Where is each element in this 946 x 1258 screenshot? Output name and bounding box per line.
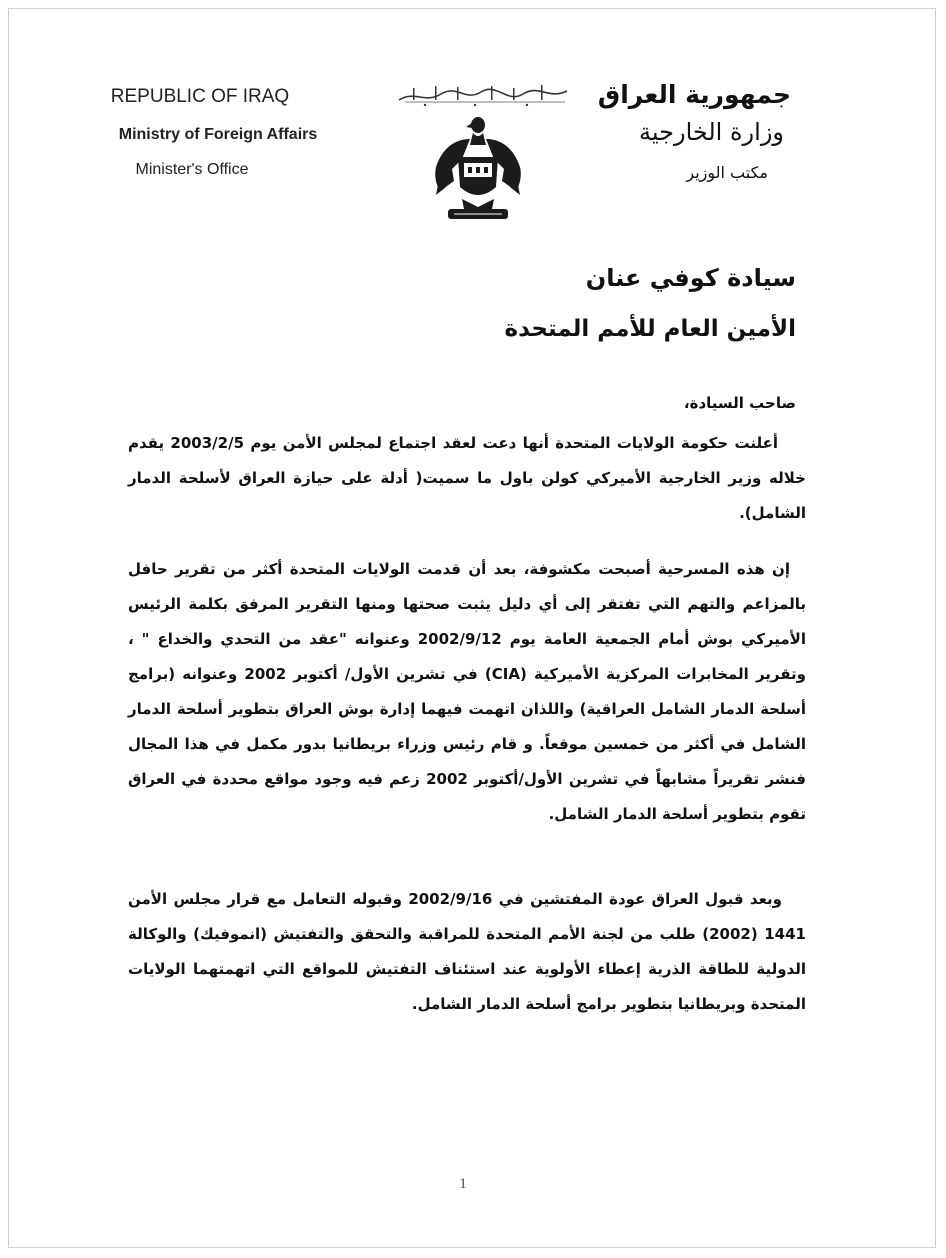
letterhead-office-en: Minister's Office <box>135 161 249 178</box>
iraq-eagle-emblem-icon <box>432 115 524 223</box>
addressee-name: سيادة كوفي عنان <box>585 264 796 292</box>
body-paragraph-3: وبعد قبول العراق عودة المفتشين في 2002/9/16 وقبوله التعامل مع قرار مجلس الأمن 1441 (2002) طلب من لجنة الأمم المتحدة للمراقبة والتحقق والتفتيش (انموفيك) والوكالة الدولية للطاقة الذرية إعطاء الأولوية عند استئناف التفتيش للمواقع التي اتهمتهما الولايات المتحدة وبريطانيا بتطوير برامج أسلحة الدمار الشامل. <box>128 890 806 1013</box>
page-number: 1 <box>459 1176 467 1192</box>
salutation: صاحب السيادة، <box>683 394 796 412</box>
body-paragraph-1: أعلنت حكومة الولايات المتحدة أنها دعت لعقد اجتماع لمجلس الأمن يوم 2003/2/5 يقدم خلاله وزير الخارجية الأميركي كولن باول ما سميت( أدلة على حيازة العراق لأسلحة الدمار الشامل). <box>128 434 806 522</box>
letterhead-country-en: REPUBLIC OF IRAQ <box>110 86 290 107</box>
letterhead-ministry-en: Ministry of Foreign Affairs <box>118 126 318 143</box>
basmala-calligraphy-icon <box>395 82 570 108</box>
addressee-title: الأمين العام للأمم المتحدة <box>504 316 796 342</box>
letterhead-ministry-ar: وزارة الخارجية <box>639 118 784 146</box>
letterhead-country-ar: جمهورية العراق <box>597 80 791 109</box>
letterhead-office-ar: مكتب الوزير <box>686 163 768 182</box>
body-paragraph-2: إن هذه المسرحية أصبحت مكشوفة، بعد أن قدمت الولايات المتحدة أكثر من تقرير حافل بالمزاعم والتهم التي تفتقر إلى أي دليل يثبت صحتها ومنها التقرير المرفق بكلمة الرئيس الأميركي بوش أمام الجمعية العامة يوم 2002/9/12 وعنوانه "عقد من التحدي والخداع " ، وتقرير المخابرات المركزية الأميركية (CIA) في تشرين الأول/ أكتوبر 2002 وعنوانه (برامج أسلحة الدمار الشامل العراقية) واللذان اتهمت فيهما إدارة بوش العراق بتطوير أسلحة الدمار الشامل في أكثر من خمسين موقعاً. و قام رئيس وزراء بريطانيا بدور مكمل في هذا المجال فنشر تقريراً مشابهاً في تشرين الأول/أكتوبر 2002 زعم فيه وجود مواقع محددة في العراق تقوم بتطوير أسلحة الدمار الشامل. <box>128 560 806 823</box>
